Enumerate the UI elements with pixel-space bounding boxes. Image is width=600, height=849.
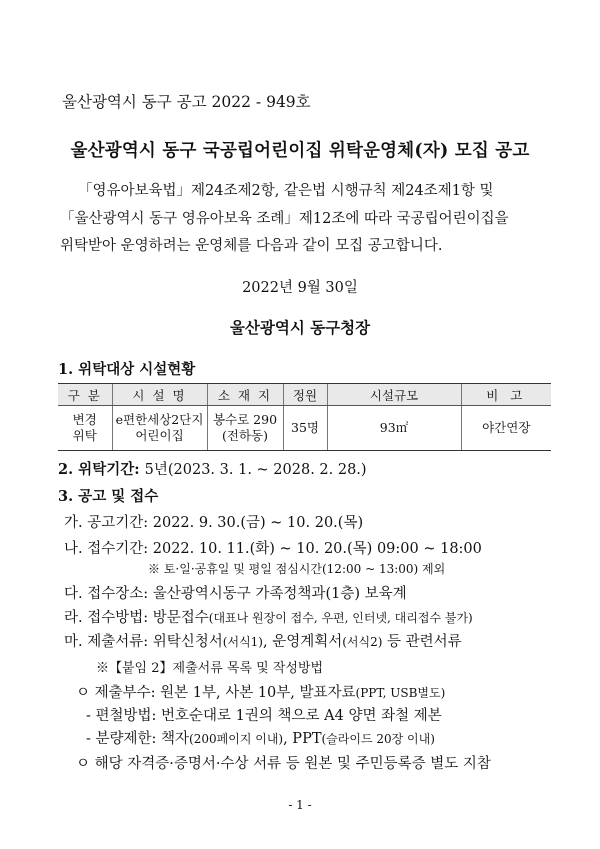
volume-limit — [86, 727, 435, 748]
section-2-label: 2. 위탁기간: — [58, 461, 140, 478]
copies-detail: (PPT, USB별도) — [355, 686, 446, 700]
section-1-title: 1. 위탁대상 시설현황 — [58, 361, 196, 378]
documents-part: , 운영계획서 — [262, 634, 343, 650]
cell-line: 어린이집 — [135, 428, 184, 443]
cell-category — [58, 406, 112, 451]
cell-size: 93㎡ — [327, 406, 461, 451]
cell-line: 봉수로 290 — [212, 412, 278, 427]
column-header: 시설규모 — [327, 384, 461, 406]
column-header: 비 고 — [461, 384, 551, 406]
intro-line: 「영유아보육법」제24조제2항, 같은법 시행규칙 제24조제1항 및 — [78, 183, 494, 199]
reception-method-detail: (대표나 원장이 접수, 우편, 인터넷, 대리접수 불가) — [208, 611, 473, 625]
volume-detail: (슬라이드 20장 이내) — [321, 732, 435, 746]
table-header-row — [58, 384, 551, 406]
form-ref: (서식1) — [222, 635, 263, 649]
reception-period: 나. 접수기간: 2022. 10. 11.(화) ~ 10. 20.(목) 09:00 ~ 18:00 — [64, 541, 482, 557]
section-2-value: 5년(2023. 3. 1. ~ 2028. 2. 28.) — [144, 462, 367, 478]
issuing-agency: 울산광역시 동구청장 — [229, 318, 371, 337]
notice-period: 가. 공고기간: 2022. 9. 30.(금) ~ 10. 20.(목) — [64, 515, 364, 531]
column-header: 시 설 명 — [112, 384, 207, 406]
column-header: 소 재 지 — [207, 384, 283, 406]
reception-method-main: 라. 접수방법: 방문접수 — [64, 610, 209, 626]
cell-line: 위탁 — [72, 428, 97, 443]
volume-part: , PPT — [283, 731, 322, 747]
reception-period-note: ※ 토·일·공휴일 및 평일 점심시간(12:00 ~ 13:00) 제외 — [148, 562, 446, 576]
section-3-title: 3. 공고 및 접수 — [58, 488, 159, 505]
cell-location — [207, 406, 283, 451]
cell-facility-name — [112, 406, 207, 451]
page-title: 울산광역시 동구 국공립어린이집 위탁운영체(자) 모집 공고 — [70, 141, 530, 161]
cell-line: e편한세상2단지 — [115, 412, 204, 427]
required-documents — [64, 630, 462, 651]
page-number: - 1 - — [288, 798, 312, 812]
documents-part: 마. 제출서류: 위탁신청서 — [64, 634, 223, 650]
notice-date: 2022년 9월 30일 — [242, 280, 358, 296]
volume-part: - 분량제한: 책자 — [86, 731, 190, 747]
copies-main: ㅇ 제출부수: 원본 1부, 사본 10부, 발표자료 — [76, 685, 356, 701]
binding-method: - 편철방법: 번호순대로 1권의 책으로 A4 양면 좌철 제본 — [86, 708, 442, 724]
certificate-note: ㅇ 해당 자격증·증명서·수상 서류 등 원본 및 주민등록증 별도 지참 — [76, 756, 491, 772]
intro-paragraph — [60, 178, 509, 261]
intro-line: 「울산광역시 동구 영유아보육 조례」제12조에 따라 국공립어린이집을 — [60, 210, 509, 227]
notice-number: 울산광역시 동구 공고 2022 - 949호 — [62, 93, 311, 111]
documents-part: 등 관련서류 — [382, 634, 462, 650]
submission-copies — [76, 681, 445, 702]
section-2 — [58, 458, 367, 479]
table-row — [58, 406, 551, 451]
reception-method — [64, 606, 473, 627]
volume-detail: (200페이지 이내) — [189, 732, 284, 746]
cell-line: 변경 — [72, 412, 97, 427]
column-header: 구 분 — [58, 384, 112, 406]
cell-capacity: 35명 — [283, 406, 327, 451]
reception-place: 다. 접수장소: 울산광역시동구 가족정책과(1층) 보육계 — [64, 586, 407, 602]
column-header: 정원 — [283, 384, 327, 406]
cell-line: (전하동) — [222, 428, 268, 443]
intro-line: 위탁받아 운영하려는 운영체를 다음과 같이 모집 공고합니다. — [60, 238, 443, 254]
attachment-note: ※【붙임 2】제출서류 목록 및 작성방법 — [96, 661, 324, 676]
facility-table — [58, 383, 551, 451]
cell-note: 야간연장 — [461, 406, 551, 451]
form-ref: (서식2) — [342, 635, 383, 649]
